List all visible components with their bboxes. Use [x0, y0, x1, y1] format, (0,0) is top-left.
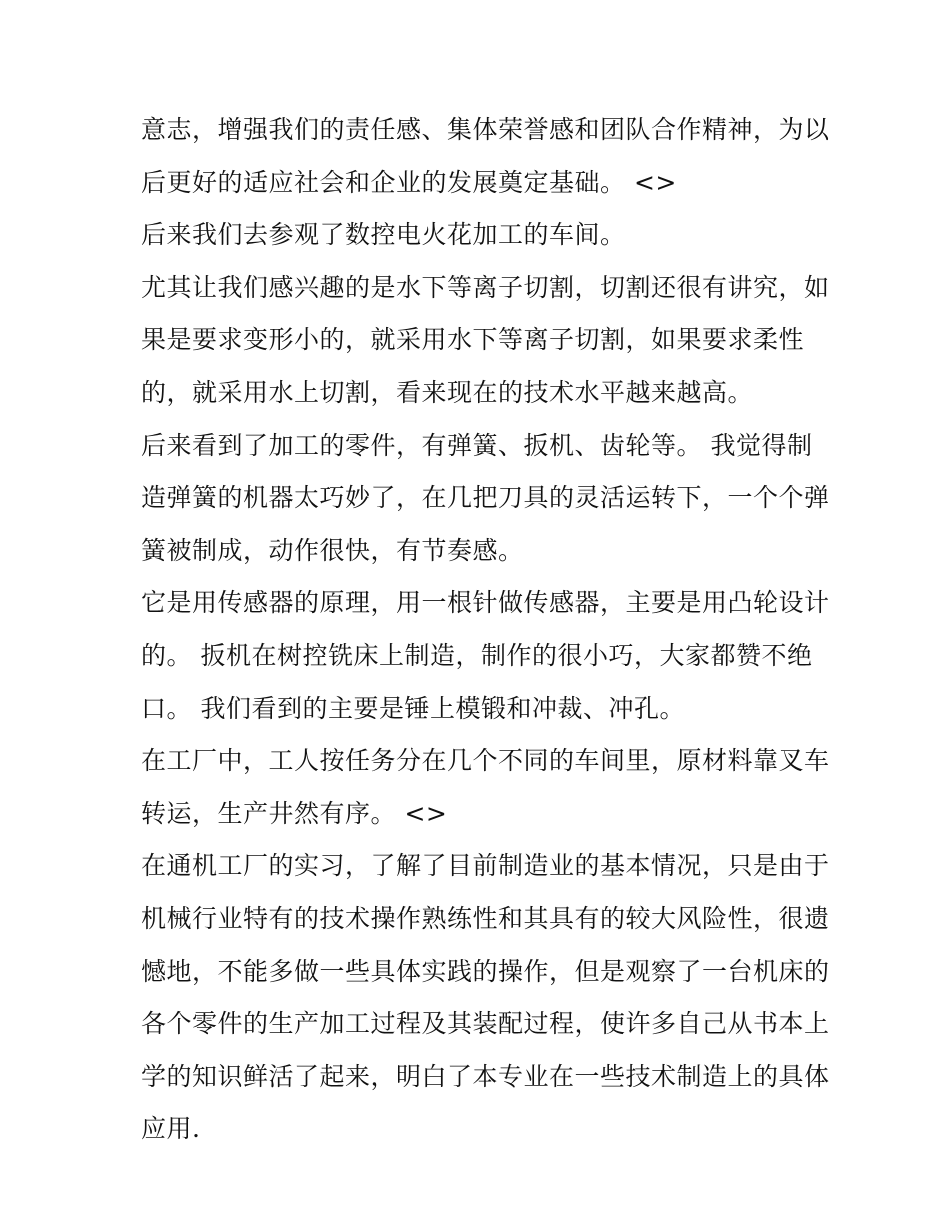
- text-line: 造弹簧的机器太巧妙了，在几把刀具的灵活运转下，一个个弹: [141, 483, 830, 513]
- text-line: 它是用传感器的原理，用一根针做传感器，主要是用凸轮设计: [141, 588, 830, 618]
- text-line: 各个零件的生产加工过程及其装配过程，使许多自己从书本上: [141, 1009, 830, 1039]
- text-line: 后来看到了加工的零件，有弹簧、扳机、齿轮等。 我觉得制: [141, 430, 813, 460]
- text-line: 尤其让我们感兴趣的是水下等离子切割，切割还很有讲究，如: [141, 272, 830, 302]
- text-line: 意志，增强我们的责任感、集体荣誉感和团队合作精神，为以: [141, 115, 830, 144]
- text-line: 转运，生产井然有序。 <>: [141, 798, 448, 828]
- text-line: 应用.: [141, 1114, 201, 1144]
- text-line: 的，就采用水上切割，看来现在的技术水平越来越高。: [141, 377, 754, 407]
- text-line: 憾地，不能多做一些具体实践的操作，但是观察了一台机床的: [141, 956, 830, 986]
- text-line: 的。 扳机在树控铣床上制造，制作的很小巧，大家都赞不绝: [141, 640, 813, 670]
- text-line: 机械行业特有的技术操作熟练性和其具有的较大风险性，很遗: [141, 903, 830, 933]
- text-line: 在通机工厂的实习，了解了目前制造业的基本情况，只是由于: [141, 851, 830, 881]
- text-line: 簧被制成，动作很快，有节奏感。: [141, 535, 524, 565]
- text-line: 在工厂中，工人按任务分在几个不同的车间里，原材料靠叉车: [141, 746, 830, 776]
- text-line: 果是要求变形小的，就采用水下等离子切割，如果要求柔性: [141, 325, 805, 355]
- text-line: 后更好的适应社会和企业的发展奠定基础。 <>: [141, 167, 677, 197]
- text-line: 后来我们去参观了数控电火花加工的车间。: [141, 220, 626, 250]
- text-line: 口。 我们看到的主要是锤上模锻和冲裁、冲孔。: [141, 693, 685, 723]
- document-body: [141, 110, 830, 1162]
- text-line: 学的知识鲜活了起来，明白了本专业在一些技术制造上的具体: [141, 1061, 830, 1091]
